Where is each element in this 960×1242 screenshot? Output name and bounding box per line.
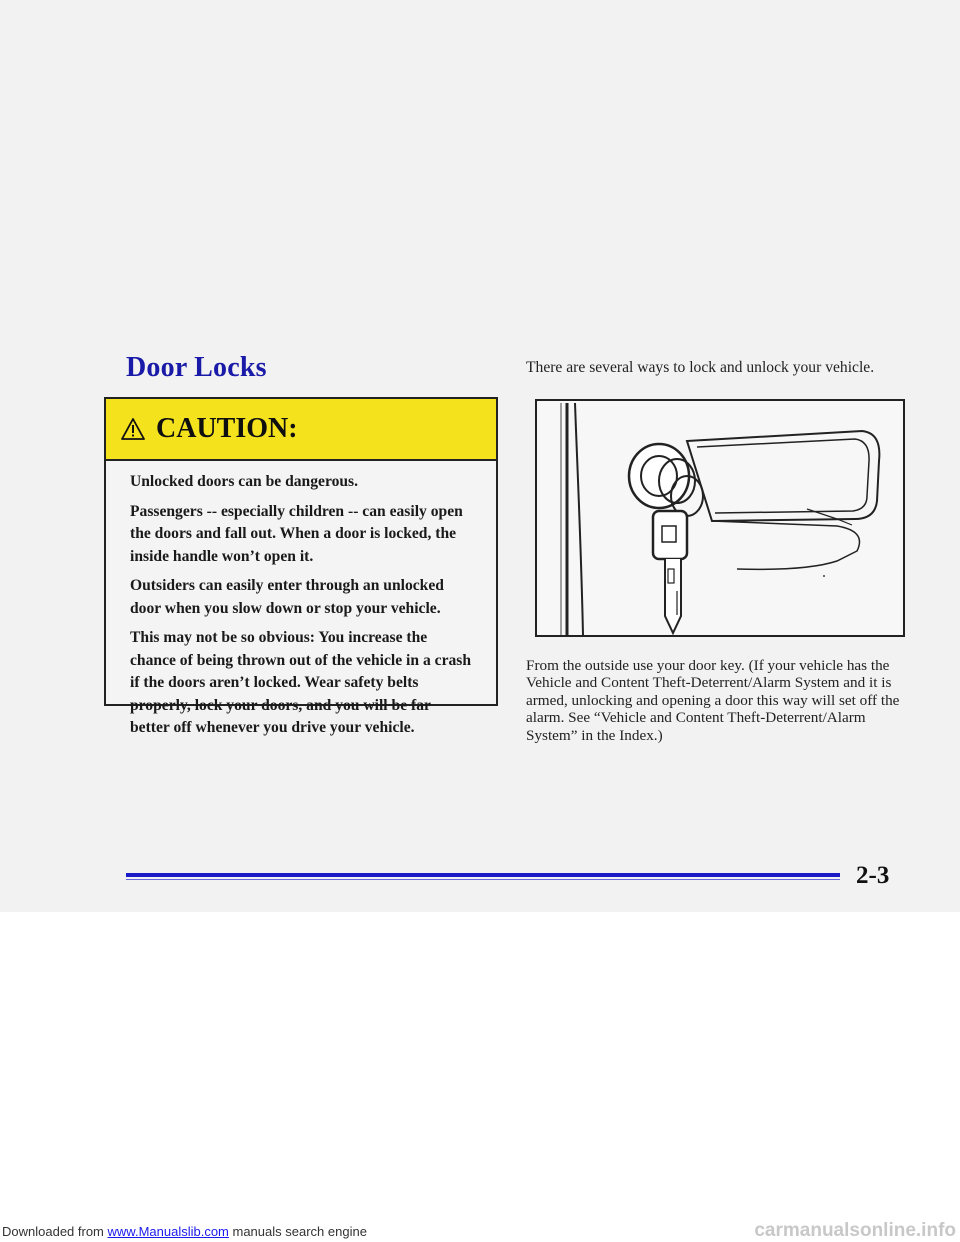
intro-text: There are several ways to lock and unlock your vehicle. <box>526 359 875 376</box>
caution-box <box>104 397 498 736</box>
download-prefix: Downloaded from <box>2 1224 104 1239</box>
watermark-logo: carmanualsonline.info <box>754 1220 956 1241</box>
page-number: 2-3 <box>856 862 890 889</box>
manualslib-link[interactable]: www.Manualslib.com <box>107 1224 229 1239</box>
page-title: Door Locks <box>126 352 267 383</box>
caution-paragraph: Passengers -- especially children -- can easily open the doors and fall out. When a door is locked, the inside handle won’t open it. <box>130 502 463 565</box>
caution-label: CAUTION: <box>156 413 298 444</box>
warning-triangle-icon <box>120 417 146 441</box>
door-key-illustration <box>535 399 905 637</box>
body-paragraph: From the outside use your door key. (If your vehicle has the Vehicle and Content Theft-Deterrent/Alarm System and it is armed, unlocking and opening a door this way will set off the alarm. See “Vehicle and Content Theft-Deterrent/Alarm System” in the Index.) <box>526 657 900 744</box>
caution-paragraph: Outsiders can easily enter through an unlocked door when you slow down or stop your vehicle. <box>130 577 444 617</box>
door-handle-key-drawing <box>537 401 903 635</box>
footer-rule-thin <box>126 879 840 880</box>
download-suffix: manuals search engine <box>228 1224 367 1239</box>
caution-header <box>106 399 496 461</box>
caution-paragraph: Unlocked doors can be dangerous. <box>130 473 359 490</box>
caution-body <box>106 461 496 740</box>
caution-paragraph: This may not be so obvious: You increase the chance of being thrown out of the vehicle in a crash if the doors aren’t locked. Wear safety belts properly, lock your doors, and you will be far better off whenever you drive your vehicle. <box>130 629 472 736</box>
download-source-line <box>2 1224 367 1239</box>
footer-rule <box>126 873 840 877</box>
